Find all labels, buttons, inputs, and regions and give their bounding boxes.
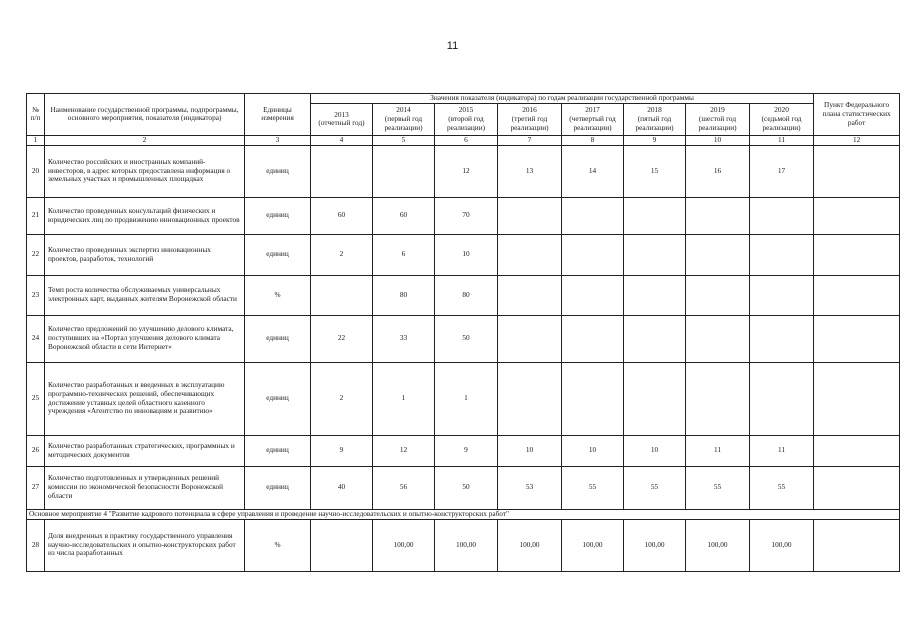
row-number: 27 [27,466,45,509]
column-number: 3 [245,135,311,145]
value-cell: 12 [435,145,498,197]
header-year [562,103,624,135]
year-label: 2020 [774,105,789,115]
value-cell [624,315,686,362]
value-cell [624,234,686,275]
fed-plan-cell [814,197,900,234]
value-cell: 55 [750,466,814,509]
unit-cell: единиц [245,234,311,275]
indicator-name: Количество российских и иностранных компаний-инвесторов, в адрес которых предоставлена информация о земельных участках и промышленных площадках [45,145,245,197]
section-row [27,509,900,519]
value-cell [686,275,750,315]
indicator-name: Количество проведенных экспертиз инновационных проектов, разработок, технологий [45,234,245,275]
value-cell: 70 [435,197,498,234]
column-number: 5 [373,135,435,145]
column-number: 11 [750,135,814,145]
value-cell: 10 [498,435,562,466]
year-note: (шестой год реализации) [698,113,737,132]
fed-plan-cell [814,275,900,315]
fed-plan-cell [814,145,900,197]
table-row [27,519,900,571]
value-cell: 100,00 [686,519,750,571]
value-cell [686,315,750,362]
year-note: (пятый год реализации) [635,113,674,132]
year-note: (седьмой год реализации) [761,113,802,132]
value-cell: 6 [373,234,435,275]
row-number: 23 [27,275,45,315]
value-cell: 80 [373,275,435,315]
value-cell: 10 [624,435,686,466]
value-cell [562,362,624,435]
year-label: 2015 [458,105,474,115]
value-cell: 13 [498,145,562,197]
table-row [27,145,900,197]
table-row [27,362,900,435]
header-fed-plan: Пункт Федерального плана статистических работ [814,94,900,136]
value-cell [750,197,814,234]
unit-cell: % [245,275,311,315]
table-row [27,435,900,466]
unit-cell: единиц [245,197,311,234]
value-cell: 55 [686,466,750,509]
indicator-name: Количество предложений по улучшению делового климата, поступивших на «Портал улучшения делового климата Воронежской области в сети Интернет» [45,315,245,362]
year-note: (отчетный год) [318,118,365,128]
column-number: 4 [311,135,373,145]
header-no: № п/п [27,94,45,136]
header-values-group: Значения показателя (индикатора) по годам реализации государственной программы [311,94,814,104]
value-cell [311,145,373,197]
value-cell [750,234,814,275]
value-cell [624,197,686,234]
unit-cell: единиц [245,362,311,435]
value-cell: 55 [562,466,624,509]
year-label: 2016 [522,105,537,115]
column-number: 10 [686,135,750,145]
fed-plan-cell [814,435,900,466]
column-number: 9 [624,135,686,145]
indicator-name: Количество проведенных консультаций физических и юридических лиц по продвижению инновационных проектов [45,197,245,234]
header-year [624,103,686,135]
unit-cell: единиц [245,435,311,466]
year-label: 2013 [334,109,349,119]
value-cell [562,197,624,234]
value-cell: 50 [435,315,498,362]
value-cell: 1 [373,362,435,435]
column-number: 6 [435,135,498,145]
value-cell: 2 [311,362,373,435]
value-cell: 100,00 [562,519,624,571]
header-unit: Единицы измерения [245,94,311,136]
page-number: 11 [446,40,459,52]
header-year [750,103,814,135]
value-cell [498,315,562,362]
fed-plan-cell [814,315,900,362]
header-name: Наименование государственной программы, подпрограммы, основного мероприятия, показателя (индикатора) [45,94,245,136]
fed-plan-cell [814,234,900,275]
indicators-table [26,93,900,572]
value-cell [624,362,686,435]
year-label: 2014 [396,105,411,115]
header-year [311,103,373,135]
value-cell [311,275,373,315]
table-row [27,315,900,362]
table-row [27,197,900,234]
value-cell: 11 [686,435,750,466]
value-cell: 50 [435,466,498,509]
value-cell [686,362,750,435]
row-number: 28 [27,519,45,571]
value-cell: 33 [373,315,435,362]
unit-cell: единиц [245,145,311,197]
table-row [27,275,900,315]
value-cell: 100,00 [435,519,498,571]
value-cell [562,275,624,315]
column-number: 2 [45,135,245,145]
value-cell: 16 [686,145,750,197]
value-cell: 22 [311,315,373,362]
value-cell: 10 [562,435,624,466]
header-year [686,103,750,135]
unit-cell: единиц [245,466,311,509]
year-note: (четвертый год реализации) [569,113,616,132]
value-cell: 100,00 [624,519,686,571]
value-cell: 56 [373,466,435,509]
value-cell [686,197,750,234]
unit-cell: единиц [245,315,311,362]
value-cell [562,234,624,275]
value-cell: 14 [562,145,624,197]
indicator-name: Количество разработанных и введенных в эксплуатацию программно-технических решений, обеспечивающих достижение уставных целей областного казенного учреждения «Агентство по инновациям и развитию» [45,362,245,435]
value-cell [373,145,435,197]
value-cell [750,362,814,435]
header-year [373,103,435,135]
row-number: 20 [27,145,45,197]
unit-cell: % [245,519,311,571]
value-cell [686,234,750,275]
fed-plan-cell [814,362,900,435]
indicator-name: Количество разработанных стратегических, программных и методических документов [45,435,245,466]
section-heading: Основное мероприятие 4 "Развитие кадрового потенциала в сфере управления и проведение научно-исследовательских и опытно-конструкторских работ" [27,509,900,519]
value-cell: 60 [373,197,435,234]
indicator-name: Доля внедренных в практику государственного управления научно-исследовательских и опытно-конструкторских работ из числа разработанных [45,519,245,571]
header-year [435,103,498,135]
table-row [27,466,900,509]
indicator-name: Темп роста количества обслуживаемых универсальных электронных карт, выданных жителям Воронежской области [45,275,245,315]
value-cell: 2 [311,234,373,275]
value-cell: 40 [311,466,373,509]
row-number: 24 [27,315,45,362]
header-year [498,103,562,135]
value-cell: 100,00 [750,519,814,571]
column-number: 7 [498,135,562,145]
table-row [27,234,900,275]
value-cell: 53 [498,466,562,509]
value-cell [624,275,686,315]
fed-plan-cell [814,519,900,571]
indicator-name: Количество подготовленных и утвержденных решений комиссии по экономической безопасности Воронежской области [45,466,245,509]
year-label: 2019 [710,105,725,115]
value-cell [498,362,562,435]
column-number: 1 [27,135,45,145]
year-label: 2017 [585,105,600,115]
value-cell [498,234,562,275]
value-cell [498,275,562,315]
value-cell: 12 [373,435,435,466]
column-number: 8 [562,135,624,145]
value-cell [311,519,373,571]
value-cell: 80 [435,275,498,315]
row-number: 25 [27,362,45,435]
value-cell: 10 [435,234,498,275]
column-number: 12 [814,135,900,145]
row-number: 22 [27,234,45,275]
value-cell: 60 [311,197,373,234]
value-cell: 15 [624,145,686,197]
value-cell [498,197,562,234]
value-cell: 1 [435,362,498,435]
year-note: (третий год реализации) [510,113,549,132]
value-cell: 11 [750,435,814,466]
year-note: (второй год реализации) [446,113,486,132]
year-note: (первый год реализации) [384,113,423,132]
value-cell: 17 [750,145,814,197]
value-cell [750,315,814,362]
value-cell: 9 [435,435,498,466]
row-number: 26 [27,435,45,466]
row-number: 21 [27,197,45,234]
value-cell [750,275,814,315]
year-label: 2018 [647,105,662,115]
value-cell: 100,00 [373,519,435,571]
value-cell: 9 [311,435,373,466]
value-cell: 100,00 [498,519,562,571]
value-cell: 55 [624,466,686,509]
value-cell [562,315,624,362]
fed-plan-cell [814,466,900,509]
